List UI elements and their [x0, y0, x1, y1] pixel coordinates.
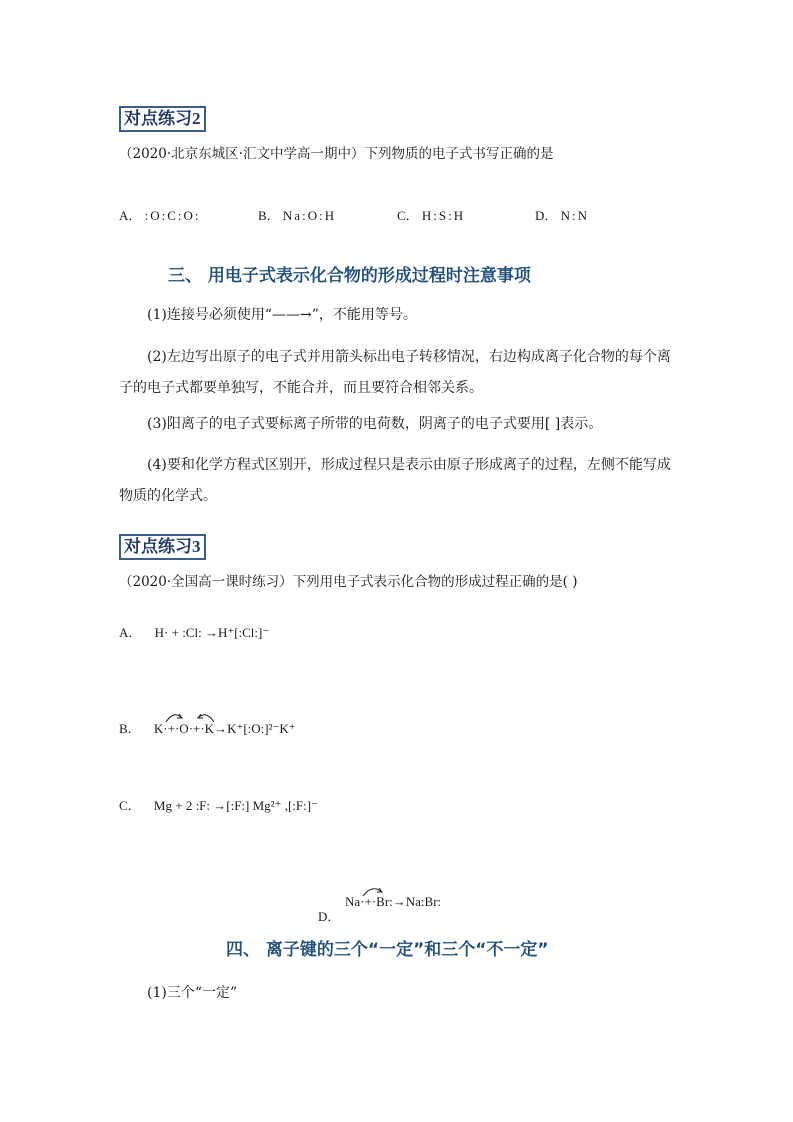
option-a-label: A．	[119, 208, 142, 223]
practice-2-option-b	[258, 205, 336, 224]
option-d-formula: N:N	[560, 208, 590, 223]
section-3-paragraph-1: (1)连接号必须使用“——→”，不能用等号。	[147, 307, 417, 323]
option-c-label: C．	[119, 798, 141, 813]
option-c-formula: Mg + 2 :F: →[:F:] Mg²⁺ ,[:F:]⁻	[153, 798, 318, 813]
option-d-label: D．	[535, 208, 558, 223]
option-b-formula: Na:O:H	[282, 208, 337, 223]
option-a-formula: H· + :Cl: →H⁺[:Cl:]⁻	[154, 625, 270, 640]
section-3-heading: 三、 用电子式表示化合物的形成过程时注意事项	[168, 266, 531, 286]
option-a-label: A．	[119, 625, 142, 640]
electron-transfer-arrows-b	[160, 710, 230, 726]
practice-3-title: 对点练习3	[119, 534, 206, 560]
practice-3-option-c	[119, 795, 318, 814]
section-3-paragraph-3: (3)阳离子的电子式要标离子所带的电荷数，阴离子的电子式要用[ ]表示。	[147, 416, 603, 432]
practice-2-question: （2020·北京东城区·汇文中学高一期中）下列物质的电子式书写正确的是	[119, 146, 554, 162]
practice-2-title: 对点练习2	[119, 106, 206, 132]
option-b-label: B．	[119, 721, 141, 736]
electron-transfer-arrow-d	[360, 884, 390, 898]
option-c-formula: H:S:H	[421, 208, 466, 223]
option-b-label: B．	[258, 208, 280, 223]
section-4-heading: 四、 离子键的三个“一定”和三个“不一定”	[226, 940, 549, 960]
section-3-paragraph-2: (2)左边写出原子的电子式并用箭头标出电子转移情况，右边构成离子化合物的每个离子的电子式都要单独写，不能合并，而且要符合相邻关系。	[119, 349, 671, 396]
option-a-formula: :O:C:O:	[144, 208, 201, 223]
practice-3-question: （2020·全国高一课时练习）下列用电子式表示化合物的形成过程正确的是( )	[119, 574, 578, 590]
option-b-formula: K·+·O·+·K→K⁺[:O:]²⁻K⁺	[153, 721, 296, 736]
practice-2-option-c	[397, 205, 465, 224]
practice-3-option-d-formula: Na·+·Br:→Na:Br:	[345, 894, 442, 909]
practice-2-option-a	[119, 205, 201, 224]
option-c-label: C．	[397, 208, 419, 223]
section-3-paragraph-4: (4)要和化学方程式区别开，形成过程只是表示由原子形成离子的过程，左侧不能写成物质的化学式。	[119, 457, 671, 504]
section-4-paragraph-1: (1)三个“一定”	[147, 985, 238, 1001]
practice-2-option-d	[535, 205, 589, 224]
practice-3-option-d-label: D．	[318, 909, 341, 924]
practice-3-option-a	[119, 622, 269, 641]
